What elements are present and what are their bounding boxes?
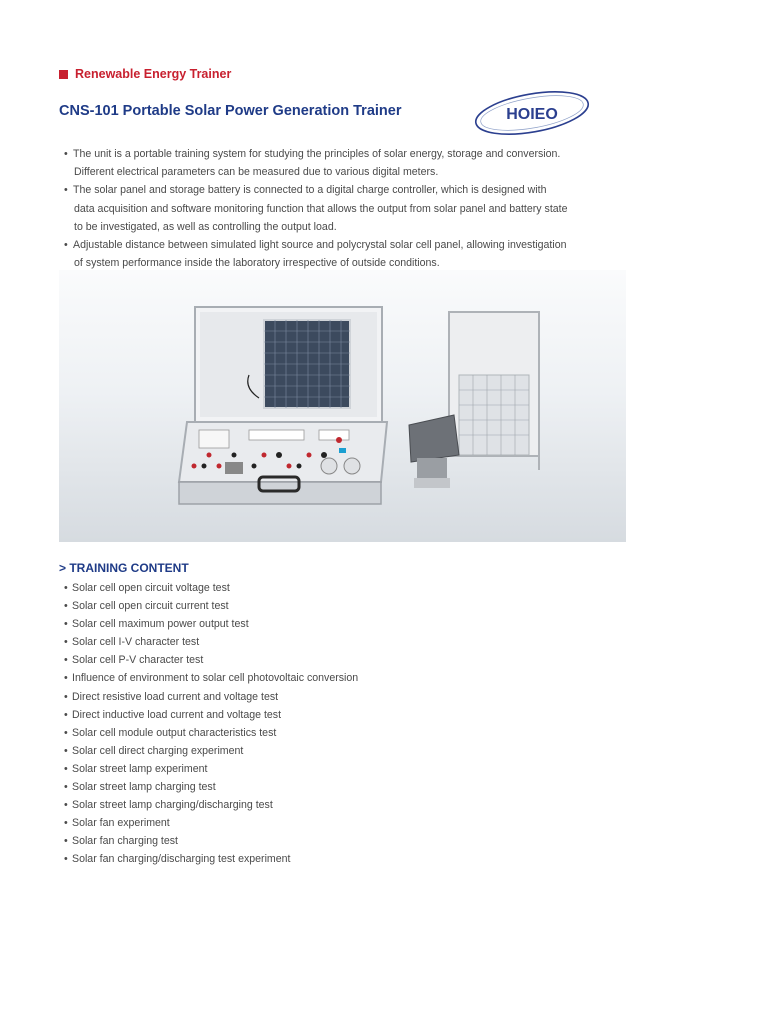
list-item: • Solar cell P-V character test	[64, 651, 358, 669]
description-paragraph	[62, 145, 632, 181]
list-item: • Solar cell maximum power output test	[64, 615, 358, 633]
training-content-heading: > TRAINING CONTENT	[59, 561, 189, 575]
list-item: • Direct resistive load current and voltage test	[64, 688, 358, 706]
list-item: • Solar cell open circuit voltage test	[64, 579, 358, 597]
description-line: Different electrical parameters can be measured due to various digital meters.	[74, 166, 439, 179]
list-item: • Solar street lamp charging test	[64, 778, 358, 796]
page-title: CNS-101 Portable Solar Power Generation Trainer	[59, 103, 402, 119]
square-bullet-icon	[59, 70, 68, 79]
description-line: of system performance inside the laboratory irrespective of outside conditions.	[74, 257, 440, 270]
description-line: • Adjustable distance between simulated light source and polycrystal solar cell panel, allowing investigation	[73, 239, 567, 252]
logo-text: HOIEO	[506, 106, 558, 123]
company-logo	[472, 90, 592, 136]
list-item: • Solar fan experiment	[64, 814, 358, 832]
list-item: • Direct inductive load current and voltage test	[64, 706, 358, 724]
product-photo	[59, 270, 626, 542]
list-item: • Solar cell I-V character test	[64, 633, 358, 651]
list-item: • Solar fan charging/discharging test experiment	[64, 850, 358, 868]
list-item: • Influence of environment to solar cell photovoltaic conversion	[64, 669, 358, 687]
list-item: • Solar cell open circuit current test	[64, 597, 358, 615]
description-paragraph	[62, 236, 632, 272]
list-item: • Solar street lamp experiment	[64, 760, 358, 778]
list-item: • Solar fan charging test	[64, 832, 358, 850]
training-content-list	[64, 579, 358, 869]
description-line: data acquisition and software monitoring function that allows the output from solar panel and battery state	[74, 202, 568, 215]
description-line: to be investigated, as well as controlling the output load.	[74, 220, 337, 233]
list-item: • Solar cell direct charging experiment	[64, 742, 358, 760]
description-line: • The solar panel and storage battery is connected to a digital charge controller, which is designed with	[73, 184, 547, 197]
description-line: • The unit is a portable training system for studying the principles of solar energy, storage and conversion.	[73, 148, 561, 160]
description-paragraph	[62, 181, 632, 236]
category-label: Renewable Energy Trainer	[75, 67, 232, 81]
list-item: • Solar cell module output characteristics test	[64, 724, 358, 742]
list-item: • Solar street lamp charging/discharging test	[64, 796, 358, 814]
category-heading	[59, 67, 231, 81]
description	[62, 145, 632, 272]
